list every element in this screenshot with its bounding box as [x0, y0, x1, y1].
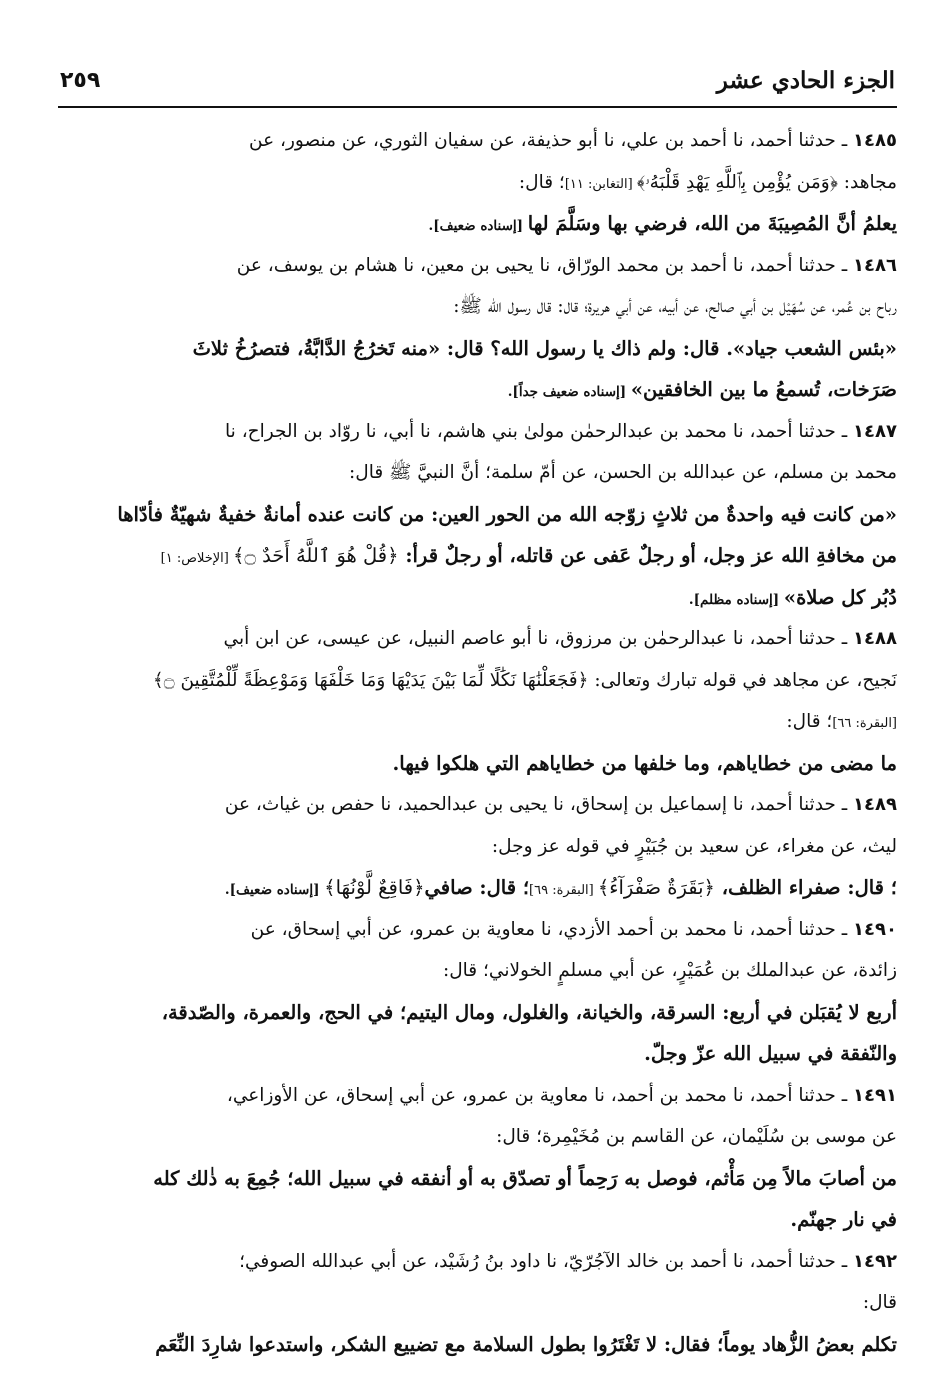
text-line — [62, 286, 897, 328]
line-text: ـ حدثنا أحمد، نا محمد بن أحمد الأزدي، نا معاوية بن عمرو، عن أبي إسحاق، عن — [250, 918, 854, 940]
text-line — [62, 1158, 897, 1200]
line-text: ؛ قال: صافي — [424, 876, 530, 899]
running-title: الجزء الحادي عشر — [716, 66, 895, 94]
text-line — [62, 120, 897, 162]
verse-reference: [الإخلاص: ١] — [160, 551, 233, 566]
text-line — [62, 328, 897, 370]
line-text: صَرَخات، تُسمعُ ما بين الخافقين» — [630, 378, 897, 401]
hadith-number: ١٤٨٥ — [853, 130, 897, 151]
line-text: زائدة، عن عبدالملك بن عُمَيْرٍ، عن أبي مسلمٍ الخولاني؛ قال: — [443, 960, 897, 981]
line-text: ـ حدثنا أحمد، نا أحمد بن خالد الآجُرّيّ، نا داود بنُ رُشَيْد، عن أبي عبدالله الصوفي؛ — [239, 1250, 854, 1272]
hadith-number: ١٤٨٩ — [853, 794, 897, 815]
line-text: ـ حدثنا أحمد، نا عبدالرحمٰن بن مرزوق، نا أبو عاصم النبيل، عن عيسى، عن ابن أبي — [223, 628, 854, 649]
line-text: «من كانت فيه واحدةٌ من ثلاثٍ زوّجه الله من الحور العين: من كانت عنده أمانةٌ خفيةٌ شهيّةٌ فأدّاها — [117, 502, 897, 526]
text-line — [62, 743, 897, 785]
line-text: ما مضى من خطاياهم، وما خلفها من خطاياهم التي هلكوا فيها. — [392, 751, 897, 775]
quran-verse: ﴿فَجَعَلْنَٰهَا نَكَٰلًا لِّمَا بَيْنَ يَدَيْهَا وَمَا خَلْفَهَا وَمَوْعِظَةً لِّلْمُتَّقِينَ ۝﴾ — [152, 669, 589, 691]
line-text: ـ حدثنا أحمد، نا أحمد بن علي، نا أبو حذيفة، عن سفيان الثوري، عن منصور، عن — [249, 130, 854, 151]
text-line — [62, 245, 897, 287]
line-text: عن موسى بن سُلَيْمان، عن القاسم بن مُخَيْمِرة؛ قال: — [496, 1126, 897, 1147]
text-line — [62, 826, 897, 868]
isnad-grade: [إسناده ضعيف]. — [224, 882, 325, 898]
text-line — [62, 660, 897, 702]
text-line — [62, 867, 897, 909]
text-line — [62, 162, 897, 204]
line-text: من أصابَ مالاً مِن مَأْثم، فوصل به رَحِماً أو تصدّق به أو أنفقه في سبيل الله؛ جُمِعَ به ذٰلك كله — [153, 1166, 897, 1190]
text-line — [62, 535, 897, 577]
text-line — [62, 992, 897, 1034]
quran-verse: ﴿وَمَن يُؤْمِن بِٱللَّهِ يَهْدِ قَلْبَهُۥ﴾ — [636, 171, 838, 193]
text-line — [62, 909, 897, 951]
line-text: مجاهد: — [837, 171, 897, 193]
isnad-grade: [إسناده ضعيف]. — [428, 218, 528, 234]
line-text: قال: — [862, 1292, 897, 1313]
text-line — [62, 577, 897, 619]
text-line — [62, 411, 897, 453]
line-text: والنّفقة في سبيل الله عزّ وجلّ. — [644, 1042, 897, 1065]
line-text: ـ حدثنا أحمد، نا محمد بن أحمد، نا معاوية بن عمرو، عن أبي إسحاق، عن الأوزاعي، — [226, 1084, 854, 1106]
text-line — [62, 701, 897, 743]
verse-reference: [التغابن: ١١] — [564, 176, 637, 192]
hadith-number: ١٤٩١ — [853, 1084, 897, 1106]
quran-verse: ﴿فَاقِعٌ لَّوْنُهَا﴾ — [324, 876, 425, 899]
hadith-number: ١٤٩٢ — [853, 1250, 897, 1272]
line-text: ؛ قال: — [518, 171, 565, 193]
text-line — [62, 784, 897, 826]
text-line — [62, 1324, 897, 1366]
text-line — [62, 950, 897, 992]
page-header — [60, 58, 895, 102]
line-text: «بئس الشعب جياد». قال: ولم ذاك يا رسول الله؟ قال: «منه تَخرُجُ الدَّابَّةُ، فتصرُخُ ثلاثَ — [192, 336, 897, 360]
line-text: في نار جهنّم. — [790, 1208, 897, 1231]
line-text: رباح بن عُمر، عن سُهَيْل بن أبي صالح، عن أبيه، عن أبي هريرة؛ قال: قال رسول الله ﷺ: — [453, 296, 897, 317]
line-text: يعلمُ أنَّ المُصِيبَةَ من الله، فرضي بها وسَلَّمَ لها — [527, 212, 897, 235]
line-text: أربع لا يُقبَلن في أربع: السرقة، والخيانة، والغلول، ومال اليتيم؛ في الحج، والعمرة، والصّدقة، — [161, 1000, 897, 1024]
line-text: ـ حدثنا أحمد، نا إسماعيل بن إسحاق، نا يحيى بن عبدالحميد، نا حفص بن غياث، عن — [224, 794, 854, 815]
text-line — [62, 1075, 897, 1117]
text-line — [62, 1241, 897, 1283]
text-line — [62, 203, 897, 245]
hadith-number: ١٤٨٨ — [853, 628, 897, 649]
page-number: ٢٥٩ — [60, 67, 101, 93]
text-line — [62, 1033, 897, 1075]
line-text: ؛ قال: — [786, 711, 833, 732]
text-line — [62, 618, 897, 660]
text-line — [62, 1116, 897, 1158]
line-text: من مخافةِ الله عز وجل، أو رجلٌ عَفى عن قاتله، أو رجلٌ قرأ: — [398, 544, 897, 567]
isnad-grade: [إسناده مظلم]. — [688, 591, 784, 608]
header-rule — [58, 106, 897, 108]
line-text: محمد بن مسلم، عن عبدالله بن الحسن، عن أمّ سلمة؛ أنَّ النبيَّ ﷺ قال: — [349, 462, 897, 483]
quran-verse: ﴿بَقَرَةٌ صَفْرَآءُ﴾ — [597, 876, 715, 899]
text-line — [62, 452, 897, 494]
line-text: ـ حدثنا أحمد، نا أحمد بن محمد الورّاق، نا يحيى بن معين، نا هشام بن يوسف، عن — [236, 254, 854, 276]
text-line — [62, 1282, 897, 1324]
hadith-number: ١٤٨٦ — [853, 254, 897, 276]
line-text: ـ حدثنا أحمد، نا محمد بن عبدالرحمٰن مولىٰ بني هاشم، نا أبي، نا روّاد بن الجراح، نا — [225, 420, 854, 442]
line-text: نَجيح، عن مجاهد في قوله تبارك وتعالى: — [588, 669, 897, 691]
hadith-number: ١٤٩٠ — [853, 918, 897, 940]
hadith-number: ١٤٨٧ — [853, 420, 897, 442]
verse-reference: [البقرة: ٦٦] — [832, 716, 897, 731]
isnad-grade: [إسناده ضعيف جداً]. — [507, 384, 631, 400]
line-text: دُبُر كل صلاة» — [783, 585, 897, 609]
line-text: ؛ قال: صفراء الظلف، — [714, 876, 897, 899]
line-text: ليث، عن مغراء، عن سعيد بن جُبَيْرٍ في قوله عز وجل: — [491, 835, 897, 857]
line-text: تكلم بعضُ الزُّهاد يوماً؛ فقال: لا تَغْتَرُوا بطول السلامة مع تضييع الشكر، واستدعوا شارِدَ النِّعَم — [155, 1332, 897, 1356]
quran-verse: ﴿قُلْ هُوَ ٱللَّهُ أَحَدٌ ۝﴾ — [233, 544, 399, 567]
text-line — [62, 369, 897, 411]
text-line — [62, 494, 897, 536]
page-body — [62, 120, 897, 1365]
verse-reference: [البقرة: ٦٩] — [529, 883, 598, 898]
text-line — [62, 1199, 897, 1241]
